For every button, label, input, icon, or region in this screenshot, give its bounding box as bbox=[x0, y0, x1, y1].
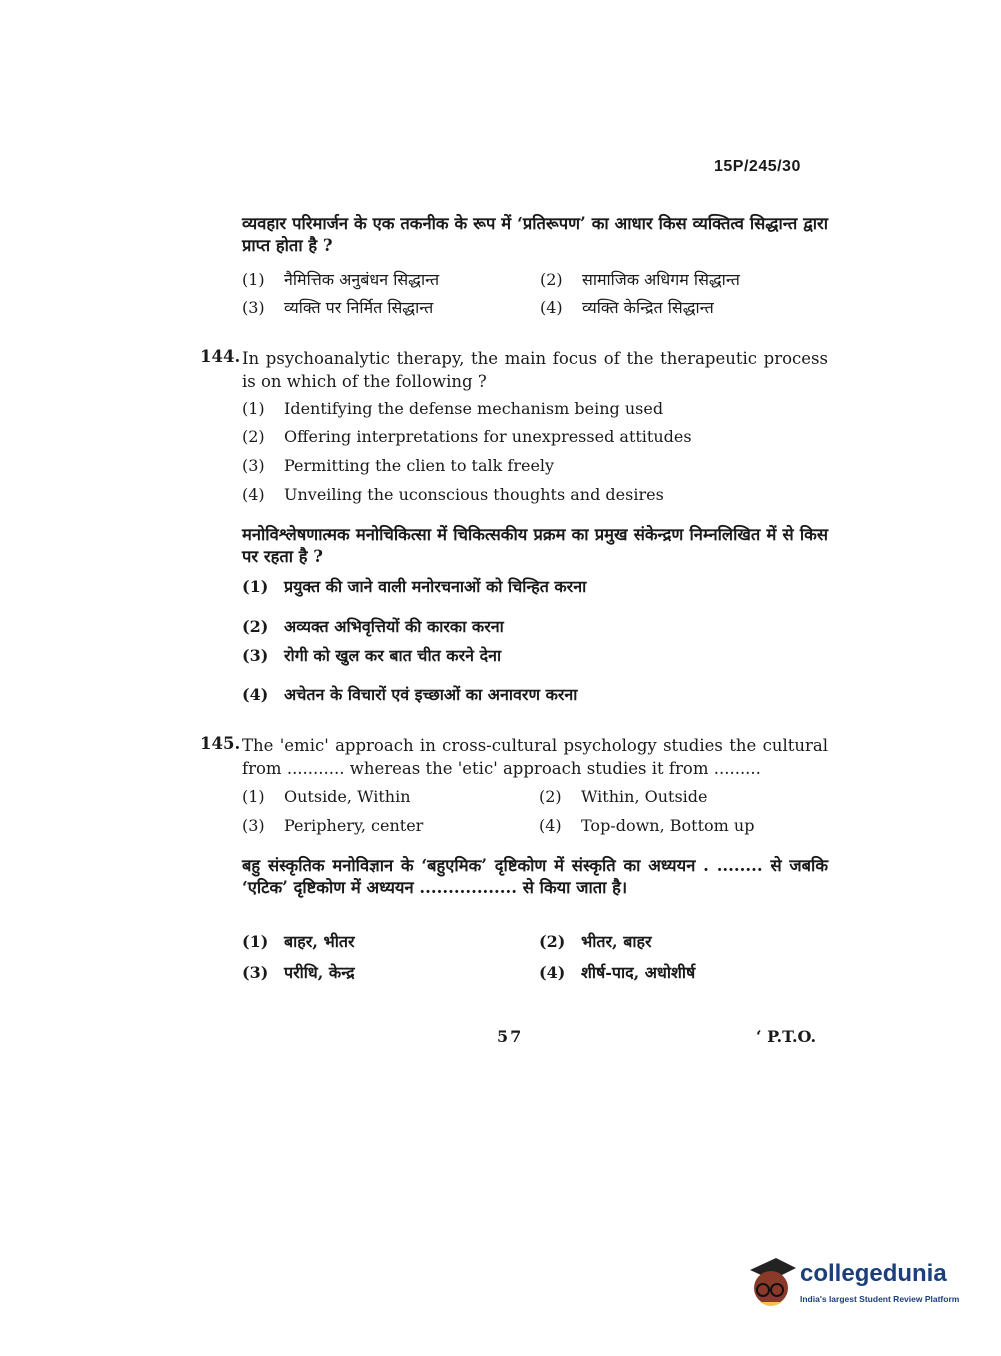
q144-option-en-4: (4) Unveiling the uconscious thoughts and desires bbox=[242, 485, 664, 504]
q145-question-hi: बहु संस्कृतिक मनोविज्ञान के ‘बहुएमिक’ दृष्टिकोण में संस्कृति का अध्ययन . ........ से जबकि ‘एटिक’ दृष्टिकोण में अध्ययन ................. से किया जाता है। bbox=[242, 856, 828, 897]
q145-option-en-2: (2) Within, Outside bbox=[539, 787, 708, 806]
q143-option-hi-2: (2) सामाजिक अधिगम सिद्धान्त bbox=[540, 270, 740, 289]
collegedunia-logo bbox=[744, 1254, 974, 1314]
q145-option-hi-2: (2) भीतर, बाहर bbox=[539, 932, 652, 951]
q144-option-hi-2: (2) अव्यक्त अभिवृत्तियों की कारका करना bbox=[242, 617, 504, 636]
q143-option-hi-3: (3) व्यक्ति पर निर्मित सिद्धान्त bbox=[242, 298, 434, 317]
q145-option-en-4: (4) Top-down, Bottom up bbox=[539, 816, 755, 835]
q145-option-en-3: (3) Periphery, center bbox=[242, 816, 424, 835]
page-number: 57 bbox=[497, 1027, 524, 1046]
q145-option-hi-3: (3) परीधि, केन्द्र bbox=[242, 963, 355, 982]
q145-option-en-1: (1) Outside, Within bbox=[242, 787, 411, 806]
mascot-icon bbox=[744, 1254, 798, 1314]
q144-option-hi-4: (4) अचेतन के विचारों एवं इच्छाओं का अनावरण करना bbox=[242, 685, 578, 704]
q145-option-hi-4: (4) शीर्ष-पाद, अधोशीर्ष bbox=[539, 963, 696, 982]
q144-option-en-1: (1) Identifying the defense mechanism being used bbox=[242, 399, 664, 418]
q145-number: 145. bbox=[200, 734, 241, 753]
q143-option-hi-4: (4) व्यक्ति केन्द्रित सिद्धान्त bbox=[540, 298, 714, 317]
watermark-tagline: India's largest Student Review Platform bbox=[800, 1294, 960, 1304]
q144-number: 144. bbox=[200, 347, 241, 366]
paper-code: 15P/245/30 bbox=[714, 158, 801, 175]
q144-option-en-2: (2) Offering interpretations for unexpressed attitudes bbox=[242, 427, 692, 446]
q145-option-hi-1: (1) बाहर, भीतर bbox=[242, 932, 355, 951]
q143-question-hi: व्यवहार परिमार्जन के एक तकनीक के रूप में ‘प्रतिरूपण’ का आधार किस व्यक्तित्व सिद्धान्त द्वारा प्राप्त होता है ? bbox=[242, 214, 828, 255]
watermark-name: collegedunia bbox=[800, 1260, 947, 1287]
q144-question-en: In psychoanalytic therapy, the main focus of the therapeutic process is on which of the following ? bbox=[242, 349, 828, 391]
q143-option-hi-1: (1) नैमित्तिक अनुबंधन सिद्धान्त bbox=[242, 270, 440, 289]
q144-option-en-3: (3) Permitting the clien to talk freely bbox=[242, 456, 555, 475]
pto-label: ‘ P.T.O. bbox=[756, 1027, 817, 1046]
q144-option-hi-3: (3) रोगी को खुल कर बात चीत करने देना bbox=[242, 646, 502, 665]
q144-option-hi-1: (1) प्रयुक्त की जाने वाली मनोरचनाओं को चिन्हित करना bbox=[242, 577, 587, 596]
q144-question-hi: मनोविश्लेषणात्मक मनोचिकित्सा में चिकित्सकीय प्रक्रम का प्रमुख संकेन्द्रण निम्नलिखित में से किस पर रहता है ? bbox=[242, 525, 828, 566]
q145-question-en: The 'emic' approach in cross-cultural psychology studies the cultural from ........... whereas the 'etic' approach studies it from ......... bbox=[242, 736, 828, 778]
